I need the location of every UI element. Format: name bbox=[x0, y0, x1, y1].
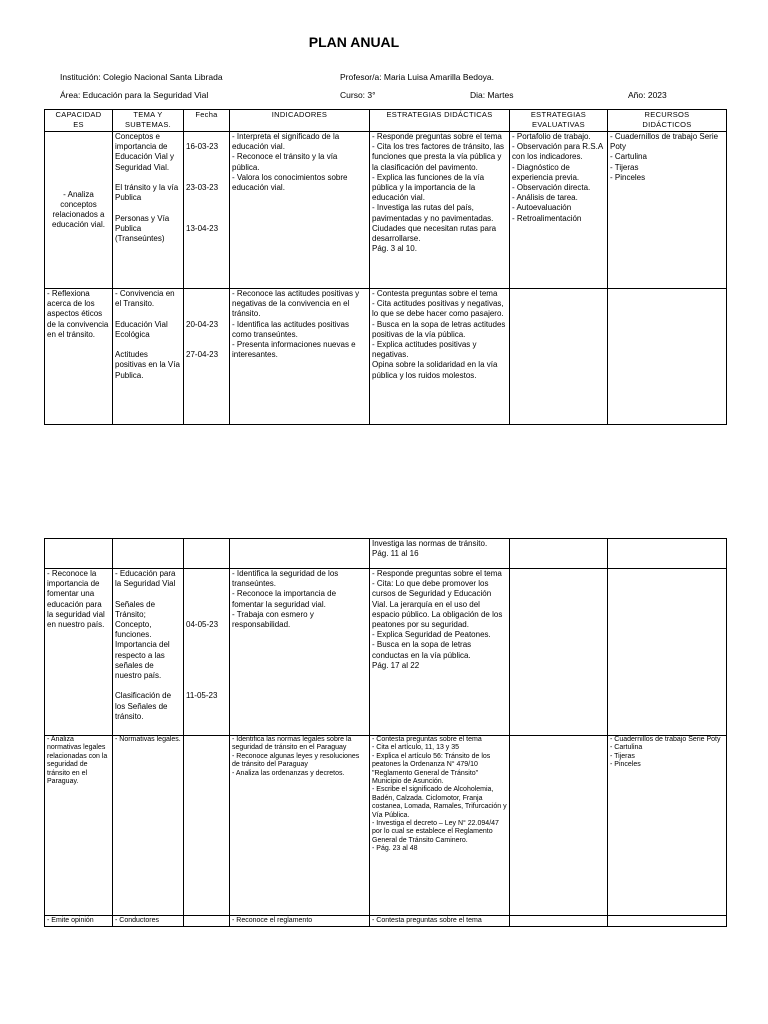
plan-table-page-2 bbox=[44, 538, 727, 927]
dia-label: Dia: Martes bbox=[470, 90, 514, 100]
indicadores-cell: - Identifica la seguridad de los transeúntes. - Reconoce la importancia de fomentar la seguridad vial. - Trabaja con esmero y responsabilidad. bbox=[230, 569, 370, 736]
estrategias-cell: - Contesta preguntas sobre el tema bbox=[370, 916, 510, 927]
fecha-cell bbox=[184, 539, 230, 569]
evaluativas-cell bbox=[510, 289, 608, 425]
recursos-cell: - Cuadernillos de trabajo Serie Poty - Cartulina - Tijeras - Pinceles bbox=[608, 736, 727, 916]
tema-cell: - Normativas legales. bbox=[113, 736, 184, 916]
curso-label: Curso: 3° bbox=[340, 90, 376, 100]
recursos-cell bbox=[608, 539, 727, 569]
table-header-row bbox=[45, 110, 727, 132]
fecha-cell: 04-05-23 11-05-23 bbox=[184, 569, 230, 736]
profesor-label: Profesor/a: Maria Luisa Amarilla Bedoya. bbox=[340, 72, 495, 82]
table-row bbox=[45, 569, 727, 736]
fecha-cell bbox=[184, 916, 230, 927]
page-title: PLAN ANUAL bbox=[308, 34, 400, 50]
header-tema: TEMA Y SUBTEMAS. bbox=[113, 110, 184, 132]
recursos-cell bbox=[608, 569, 727, 736]
anio-label: Año: 2023 bbox=[628, 90, 667, 100]
plan-table-page-1 bbox=[44, 109, 727, 425]
fecha-cell bbox=[184, 736, 230, 916]
estrategias-cell: - Contesta preguntas sobre el tema - Cita el artículo, 11, 13 y 35 - Explica el artículo 56: Tránsito de los peatones la Ordenanza N° 479/10 "Reglamento General de Tránsito" Municipio de Asunción. - Escribe el significado de Alcoholemia, Badén, Calzada. Ciclomotor, Franja costanea, Lomada, Ramales, Trifurcación y Vía Pública. - Investiga el decreto – Ley N° 22.094/47 por lo cual se establece el Reglamento General de Tránsito Caminero. - Pág. 23 al 48 bbox=[370, 736, 510, 916]
tema-cell: - Educación para la Seguridad Vial Señales de Tránsito; Concepto, funciones. Importancia del respecto a las señales de nuestro país. Clasificación de los Señales de tránsito. bbox=[113, 569, 184, 736]
estrategias-cell: - Responde preguntas sobre el tema - Cita: Lo que debe promover los cursos de Seguridad y Educación Vial. La jerarquía en el uso del espacio público. La obligación de los peatones por su seguridad. - Explica Seguridad de Peatones. - Busca en la sopa de letras conductas en la vía pública. Pág. 17 al 22 bbox=[370, 569, 510, 736]
area-label: Área: Educación para la Seguridad Vial bbox=[60, 90, 209, 100]
indicadores-cell: - Interpreta el significado de la educación vial. - Reconoce el tránsito y la vía pública. - Valora los conocimientos sobre educación vial. bbox=[230, 132, 370, 289]
table-row bbox=[45, 132, 727, 289]
indicadores-cell bbox=[230, 539, 370, 569]
header-indicadores: INDICADORES bbox=[230, 110, 370, 132]
evaluativas-cell bbox=[510, 569, 608, 736]
table-row bbox=[45, 736, 727, 916]
evaluativas-cell bbox=[510, 916, 608, 927]
tema-cell: Conceptos e importancia de Educación Vial y Seguridad Vial. El tránsito y la vía Publica Personas y Vía Publica (Transeúntes) bbox=[113, 132, 184, 289]
recursos-cell: - Cuadernillos de trabajo Serie Poty - Cartulina - Tijeras - Pinceles bbox=[608, 132, 727, 289]
tema-cell: - Conductores bbox=[113, 916, 184, 927]
evaluativas-cell bbox=[510, 539, 608, 569]
capacidad-cell: - Analiza normativas legales relacionadas con la seguridad de tránsito en el Paraguay. bbox=[45, 736, 113, 916]
institucion-label: Institución: Colegio Nacional Santa Librada bbox=[60, 72, 223, 82]
capacidad-cell bbox=[45, 539, 113, 569]
capacidad-cell: - Reflexiona acerca de los aspectos éticos de la convivencia en el tránsito. bbox=[45, 289, 113, 425]
fecha-cell: 16-03-23 23-03-23 13-04-23 bbox=[184, 132, 230, 289]
table-row bbox=[45, 539, 727, 569]
indicadores-cell: - Reconoce el reglamento bbox=[230, 916, 370, 927]
table-row bbox=[45, 916, 727, 927]
header-capacidades: CAPACIDAD ES bbox=[45, 110, 113, 132]
estrategias-cell: - Responde preguntas sobre el tema - Cita los tres factores de tránsito, las funciones que presta la vía pública y la clasificación del pavimento. - Explica las funciones de la vía pública y la importancia de la educación vial. - Investiga las rutas del país, pavimentadas y no pavimentadas. Ciudades que necesitan rutas para desarrollarse. Pág. 3 al 10. bbox=[370, 132, 510, 289]
evaluativas-cell: - Portafolio de trabajo. - Observación para R.S.A con los indicadores. - Diagnóstico de experiencia previa. - Observación directa. - Análisis de tarea. - Autoevaluación - Retroalimentación bbox=[510, 132, 608, 289]
recursos-cell bbox=[608, 916, 727, 927]
header-estrategias-evaluativas: ESTRATEGIAS EVALUATIVAS bbox=[510, 110, 608, 132]
capacidad-cell: - Analiza conceptos relacionados a educación vial. bbox=[45, 132, 113, 289]
indicadores-cell: - Reconoce las actitudes positivas y negativas de la convivencia en el tránsito. - Identifica las actitudes positivas como transeúntes. - Presenta informaciones nuevas e interesantes. bbox=[230, 289, 370, 425]
tema-cell: - Convivencia en el Transito. Educación Vial Ecológica Actitudes positivas en la Vía Publica. bbox=[113, 289, 184, 425]
capacidad-cell: - Reconoce la importancia de fomentar una educación para la seguridad vial en nuestro país. bbox=[45, 569, 113, 736]
tema-cell bbox=[113, 539, 184, 569]
header-estrategias-didacticas: ESTRATEGIAS DIDÁCTICAS bbox=[370, 110, 510, 132]
estrategias-cell: - Contesta preguntas sobre el tema - Cita actitudes positivas y negativas, lo que se debe hacer como pasajero. - Busca en la sopa de letras actitudes positivas de la vía pública. - Explica actitudes positivas y negativas. Opina sobre la solidaridad en la vía pública y los ruidos molestos. bbox=[370, 289, 510, 425]
header-recursos: RECURSOS DIDÁCTICOS bbox=[608, 110, 727, 132]
recursos-cell bbox=[608, 289, 727, 425]
header-fecha: Fecha bbox=[184, 110, 230, 132]
indicadores-cell: - Identifica las normas legales sobre la seguridad de tránsito en el Paraguay - Reconoce algunas leyes y resoluciones de tránsito del Paraguay - Analiza las ordenanzas y decretos. bbox=[230, 736, 370, 916]
estrategias-cell: Investiga las normas de tránsito. Pág. 11 al 16 bbox=[370, 539, 510, 569]
fecha-cell: 20-04-23 27-04-23 bbox=[184, 289, 230, 425]
capacidad-cell: - Emite opinión bbox=[45, 916, 113, 927]
table-row bbox=[45, 289, 727, 425]
evaluativas-cell bbox=[510, 736, 608, 916]
